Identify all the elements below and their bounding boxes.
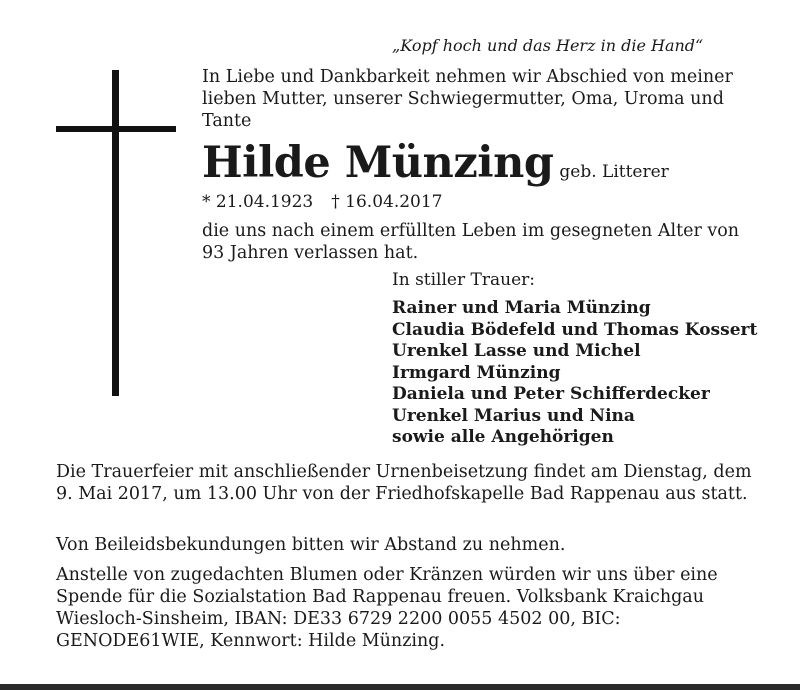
death-date: † 16.04.2017 [331,192,443,212]
mourner-entry: Irmgard Münzing [392,362,561,383]
passed-text: die uns nach einem erfüllten Leben im gesegneten Alter von 93 Jahren verlassen hat. [202,221,740,263]
cross-vertical-bar [112,70,119,396]
cross-icon [56,70,176,396]
birth-date: * 21.04.1923 [202,192,314,212]
mourners-list [392,298,757,449]
deceased-name: Hilde Münzing [202,138,554,188]
motto-quote: „Kopf hoch und das Herz in die Hand“ [392,36,704,55]
mourner-entry: sowie alle Angehörigen [392,427,614,447]
mourner-entry: Urenkel Marius und Nina [392,405,635,426]
deceased-name-line [202,138,669,188]
funeral-details: Die Trauerfeier mit anschließender Urnenbeisetzung findet am Dienstag, dem 9. Mai 2017, um 13.00 Uhr von der Friedhofskapelle Bad Rappenau aus statt. [56,462,752,504]
cross-horizontal-bar [56,126,176,132]
condolence-note: Von Beileidsbekundungen bitten wir Abstand zu nehmen. [56,535,566,555]
mourner-entry: Urenkel Lasse und Michel [392,341,641,361]
donation-note: Anstelle von zugedachten Blumen oder Kränzen würden wir uns über eine Spende für die Sozialstation Bad Rappenau freuen. Volksbank Kraichgau Wiesloch-Sinsheim, IBAN: DE33 6729 2200 0055 4502 00, BIC: GENODE61WIE, Kennwort: Hilde Münzing. [56,565,718,651]
mourner-entry: Rainer und Maria Münzing [392,298,651,318]
mourner-entry: Claudia Bödefeld und Thomas Kossert [392,319,758,340]
intro-text: In Liebe und Dankbarkeit nehmen wir Abschied von meiner lieben Mutter, unserer Schwiegermutter, Oma, Uroma und Tante [202,67,733,131]
bottom-border [0,684,800,690]
mourner-entry: Daniela und Peter Schifferdecker [392,384,710,404]
maiden-name: geb. Litterer [559,162,669,182]
life-dates [202,192,443,212]
mourning-heading: In stiller Trauer: [392,270,535,290]
